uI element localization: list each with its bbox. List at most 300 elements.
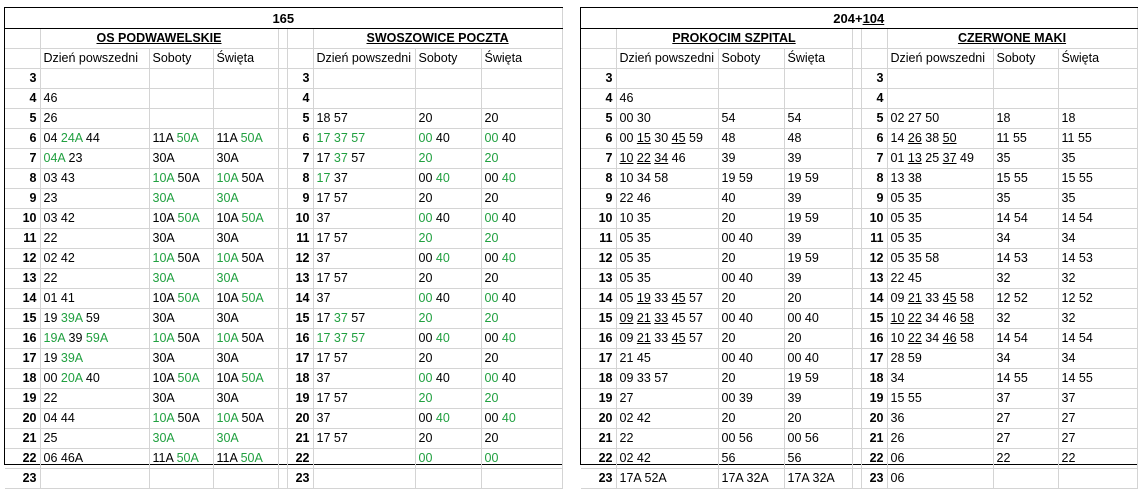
hour-cell: 21: [5, 429, 40, 449]
departures-cell: 30A: [149, 389, 213, 409]
departures-cell: 10 35: [616, 209, 718, 229]
blank-cell: [581, 29, 616, 49]
departures-cell: 18: [1058, 109, 1137, 129]
departures-cell: [481, 229, 562, 249]
blank-cell: [581, 49, 616, 69]
green-departure: 50A: [241, 291, 264, 305]
departures-cell: 32: [993, 309, 1058, 329]
column-header: Święta: [1058, 49, 1137, 69]
hour-cell: 6: [5, 129, 40, 149]
departures-cell: [1058, 469, 1137, 489]
departures-cell: 10A 50A: [213, 289, 278, 309]
hour-cell: 11: [861, 229, 887, 249]
departures-cell: 14 54: [993, 209, 1058, 229]
gap-cell: [852, 429, 861, 449]
green-departure: 00: [484, 371, 499, 385]
table-row: [581, 449, 1137, 469]
departures-cell: 01 41: [40, 289, 149, 309]
departures-cell: [415, 229, 481, 249]
blank-cell: [5, 49, 40, 69]
departures-cell: 27: [1058, 429, 1137, 449]
underlined-departure: 13: [907, 151, 922, 165]
hour-cell: 21: [861, 429, 887, 449]
table-row: [5, 349, 562, 369]
gap-cell: [852, 229, 861, 249]
departures-cell: 37: [313, 289, 415, 309]
hour-cell: 18: [861, 369, 887, 389]
departures-cell: 37: [993, 389, 1058, 409]
stop-name: [313, 29, 562, 49]
departures-cell: 20: [481, 109, 562, 129]
green-departure: 20: [418, 151, 433, 165]
green-departure: 40: [501, 331, 516, 345]
column-header: Soboty: [149, 49, 213, 69]
departures-cell: 14 53: [993, 249, 1058, 269]
departures-cell: [213, 469, 278, 489]
green-departure: 57: [351, 331, 366, 345]
blank-cell: [287, 49, 313, 69]
stop-name-text: SWOSZOWICE POCZTA: [366, 31, 509, 45]
hour-cell: 20: [581, 409, 616, 429]
departures-cell: 12 52: [1058, 289, 1137, 309]
departures-cell: 20: [784, 409, 852, 429]
departures-cell: [415, 89, 481, 109]
gap-cell: [852, 129, 861, 149]
gap-cell: [278, 249, 287, 269]
departures-cell: 34: [993, 349, 1058, 369]
departures-cell: 00 30: [616, 109, 718, 129]
departures-cell: 37: [313, 409, 415, 429]
green-departure: 30A: [152, 191, 175, 205]
departures-cell: 11A 50A: [213, 449, 278, 469]
table-row: [581, 289, 1137, 309]
departures-cell: 19 59: [784, 169, 852, 189]
departures-cell: 17 57: [313, 349, 415, 369]
departures-cell: 17A 32A: [784, 469, 852, 489]
underlined-departure: 45: [671, 331, 686, 345]
underlined-departure: 21: [907, 291, 922, 305]
departures-cell: 30A: [149, 349, 213, 369]
departures-cell: 39: [784, 189, 852, 209]
departures-cell: 06: [887, 449, 993, 469]
departures-cell: [784, 89, 852, 109]
hour-cell: 16: [581, 329, 616, 349]
green-departure: 04A: [43, 151, 66, 165]
hour-cell: 16: [861, 329, 887, 349]
gap-cell: [852, 29, 861, 49]
table-row: [581, 469, 1137, 489]
underlined-departure: 19: [636, 291, 651, 305]
departures-cell: 15 55: [1058, 169, 1137, 189]
hour-cell: 9: [581, 189, 616, 209]
green-departure: 00: [418, 291, 433, 305]
departures-cell: 20: [718, 409, 784, 429]
table-row: [581, 269, 1137, 289]
gap-cell: [278, 209, 287, 229]
hour-cell: 14: [5, 289, 40, 309]
hour-cell: 7: [581, 149, 616, 169]
departures-cell: 15 55: [993, 169, 1058, 189]
green-departure: 50A: [177, 211, 200, 225]
hour-cell: 9: [287, 189, 313, 209]
hour-cell: 10: [5, 209, 40, 229]
underlined-departure: 22: [907, 331, 922, 345]
departures-cell: [149, 469, 213, 489]
column-header: Święta: [784, 49, 852, 69]
column-header: Soboty: [993, 49, 1058, 69]
column-header: Święta: [481, 49, 562, 69]
departures-cell: [1058, 69, 1137, 89]
blank-cell: [287, 29, 313, 49]
hour-cell: 17: [581, 349, 616, 369]
underlined-departure: 15: [636, 131, 651, 145]
hour-cell: 9: [5, 189, 40, 209]
departures-cell: 34: [993, 229, 1058, 249]
gap-cell: [278, 69, 287, 89]
gap-cell: [278, 409, 287, 429]
departures-cell: 20: [784, 329, 852, 349]
green-departure: 20: [484, 311, 499, 325]
hour-cell: 8: [581, 169, 616, 189]
departures-cell: 00 40: [718, 269, 784, 289]
departures-cell: 19 59: [784, 369, 852, 389]
underlined-departure: 10: [890, 311, 905, 325]
hour-cell: 6: [861, 129, 887, 149]
departures-cell: [415, 389, 481, 409]
table-row: [5, 329, 562, 349]
departures-cell: 13 38: [887, 169, 993, 189]
departures-cell: [149, 89, 213, 109]
departures-cell: 32: [993, 269, 1058, 289]
departures-cell: [213, 69, 278, 89]
table-row: [581, 389, 1137, 409]
hour-cell: 7: [5, 149, 40, 169]
departures-cell: [313, 69, 415, 89]
departures-cell: 05 35: [616, 269, 718, 289]
departures-cell: 39: [784, 389, 852, 409]
departures-cell: 56: [784, 449, 852, 469]
departures-cell: 11 55: [993, 129, 1058, 149]
underlined-departure: 45: [671, 291, 686, 305]
hour-cell: 9: [861, 189, 887, 209]
departures-cell: 20: [481, 269, 562, 289]
table-row: [581, 349, 1137, 369]
hour-cell: 15: [581, 309, 616, 329]
green-departure: 30A: [216, 431, 239, 445]
departures-cell: [887, 89, 993, 109]
green-departure: 20A: [60, 371, 83, 385]
departures-cell: 48: [718, 129, 784, 149]
green-departure: 40: [435, 251, 450, 265]
green-departure: 40: [501, 171, 516, 185]
gap-cell: [278, 269, 287, 289]
timetable-panel-204-104: [580, 7, 1138, 485]
column-header: Dzień powszedni: [887, 49, 993, 69]
table-row: [581, 89, 1137, 109]
departures-cell: 09 33 57: [616, 369, 718, 389]
departures-cell: 30A: [213, 149, 278, 169]
departures-cell: 10A 50A: [213, 249, 278, 269]
departures-cell: 46: [616, 89, 718, 109]
departures-cell: 10A 50A: [149, 249, 213, 269]
blank-cell: [861, 49, 887, 69]
gap-cell: [278, 429, 287, 449]
departures-cell: [1058, 89, 1137, 109]
departures-cell: 10A 50A: [213, 169, 278, 189]
table-row: [581, 109, 1137, 129]
hour-cell: 4: [287, 89, 313, 109]
hour-cell: 17: [861, 349, 887, 369]
departures-cell: 17 37: [313, 169, 415, 189]
underlined-departure: 10: [619, 151, 634, 165]
hour-cell: 13: [287, 269, 313, 289]
departures-cell: 40: [718, 189, 784, 209]
departures-cell: 35: [993, 149, 1058, 169]
hour-cell: 16: [5, 329, 40, 349]
departures-cell: 22: [1058, 449, 1137, 469]
departures-cell: [993, 89, 1058, 109]
departures-cell: [481, 449, 562, 469]
departures-cell: [481, 89, 562, 109]
departures-cell: 09 21 33 45 57: [616, 329, 718, 349]
departures-cell: 28 59: [887, 349, 993, 369]
gap-cell: [852, 389, 861, 409]
underlined-departure: 21: [636, 331, 651, 345]
departures-cell: 20: [481, 189, 562, 209]
departures-cell: 05 35: [887, 209, 993, 229]
departures-cell: 00 40: [415, 169, 481, 189]
table-row: [5, 309, 562, 329]
table-row: [5, 269, 562, 289]
green-departure: 00: [484, 291, 499, 305]
green-departure: 00: [418, 371, 433, 385]
departures-cell: 00 39: [718, 389, 784, 409]
departures-cell: [149, 269, 213, 289]
green-departure: 00: [484, 131, 499, 145]
departures-cell: 17 57: [313, 189, 415, 209]
departures-cell: 48: [784, 129, 852, 149]
departures-cell: 11A 50A: [213, 129, 278, 149]
gap-cell: [278, 289, 287, 309]
departures-cell: [313, 329, 415, 349]
hour-cell: 13: [581, 269, 616, 289]
gap-cell: [278, 29, 287, 49]
hour-cell: 4: [581, 89, 616, 109]
column-header: Soboty: [718, 49, 784, 69]
departures-cell: 00 40: [481, 249, 562, 269]
departures-cell: 10A 50A: [213, 209, 278, 229]
underlined-departure: 22: [907, 311, 922, 325]
hour-cell: 4: [5, 89, 40, 109]
departures-cell: 37: [313, 369, 415, 389]
hour-cell: 6: [581, 129, 616, 149]
departures-cell: 23: [40, 189, 149, 209]
green-departure: 37: [333, 331, 348, 345]
gap-cell: [852, 69, 861, 89]
green-departure: 59A: [85, 331, 109, 345]
green-departure: 19A: [43, 331, 66, 345]
departures-cell: 26: [887, 429, 993, 449]
departures-cell: [415, 69, 481, 89]
departures-cell: 35: [1058, 149, 1137, 169]
departures-cell: 00 40: [415, 209, 481, 229]
departures-cell: 04 44: [40, 409, 149, 429]
hour-cell: 10: [861, 209, 887, 229]
hour-cell: 18: [581, 369, 616, 389]
departures-cell: 22: [616, 429, 718, 449]
green-departure: 30A: [152, 431, 175, 445]
table-row: [581, 69, 1137, 89]
departures-cell: 20: [718, 329, 784, 349]
departures-cell: 10A 50A: [149, 409, 213, 429]
green-departure: 20: [484, 391, 499, 405]
table-row: [5, 69, 562, 89]
green-departure: 00: [418, 451, 433, 465]
green-departure: 20: [484, 231, 499, 245]
hour-cell: 12: [5, 249, 40, 269]
hour-cell: 18: [5, 369, 40, 389]
gap-cell: [852, 349, 861, 369]
underlined-departure: 21: [636, 311, 651, 325]
table-row: [581, 309, 1137, 329]
hour-cell: 5: [5, 109, 40, 129]
green-departure: 10A: [152, 411, 175, 425]
hour-cell: 8: [861, 169, 887, 189]
hour-cell: 11: [287, 229, 313, 249]
gap-cell: [852, 409, 861, 429]
departures-cell: 17 57: [313, 229, 415, 249]
gap-cell: [278, 49, 287, 69]
departures-cell: [213, 269, 278, 289]
column-header: Dzień powszedni: [40, 49, 149, 69]
departures-cell: 17 57: [313, 429, 415, 449]
departures-cell: 02 42: [616, 449, 718, 469]
underlined-departure: 50: [942, 131, 957, 145]
table-row: [581, 169, 1137, 189]
green-departure: 50A: [240, 131, 263, 145]
table-row: [5, 369, 562, 389]
hour-cell: 3: [287, 69, 313, 89]
green-departure: 40: [435, 411, 450, 425]
gap-cell: [278, 169, 287, 189]
hour-cell: 22: [5, 449, 40, 469]
departures-cell: 05 35: [887, 229, 993, 249]
green-departure: 57: [351, 131, 366, 145]
hour-cell: 23: [5, 469, 40, 489]
departures-cell: 14 53: [1058, 249, 1137, 269]
departures-cell: 00 40: [415, 409, 481, 429]
departures-cell: 00 40: [481, 129, 562, 149]
departures-cell: [213, 89, 278, 109]
departures-cell: 00 40: [415, 129, 481, 149]
departures-cell: [149, 429, 213, 449]
green-departure: 40: [501, 251, 516, 265]
underlined-departure: 58: [960, 311, 974, 325]
column-header: Święta: [213, 49, 278, 69]
departures-cell: 30A: [149, 229, 213, 249]
hour-cell: 11: [5, 229, 40, 249]
timetable-panel-165: [4, 7, 563, 485]
departures-cell: 10 22 34 46 58: [887, 329, 993, 349]
hour-cell: 13: [861, 269, 887, 289]
gap-cell: [278, 349, 287, 369]
table-row: [5, 389, 562, 409]
departures-cell: [313, 449, 415, 469]
hour-cell: 11: [581, 229, 616, 249]
stop-name: [40, 29, 278, 49]
hour-cell: 14: [581, 289, 616, 309]
gap-cell: [852, 89, 861, 109]
hour-cell: 13: [5, 269, 40, 289]
green-departure: 17: [316, 171, 331, 185]
green-departure: 17: [316, 331, 331, 345]
hour-cell: 19: [581, 389, 616, 409]
gap-cell: [278, 189, 287, 209]
departures-cell: [993, 69, 1058, 89]
hour-cell: 5: [861, 109, 887, 129]
departures-cell: 10A 50A: [213, 409, 278, 429]
green-departure: 50A: [177, 371, 200, 385]
departures-cell: [149, 109, 213, 129]
green-departure: 10A: [152, 171, 175, 185]
departures-cell: 20: [415, 109, 481, 129]
departures-cell: 27: [1058, 409, 1137, 429]
departures-cell: [481, 389, 562, 409]
green-departure: 10A: [152, 251, 175, 265]
departures-cell: 00 40: [481, 209, 562, 229]
hour-cell: 15: [287, 309, 313, 329]
underlined-departure: 34: [654, 151, 669, 165]
table-row: [581, 369, 1137, 389]
hour-cell: 8: [5, 169, 40, 189]
green-departure: 00: [418, 211, 433, 225]
line-title-part-underlined: 104: [862, 10, 885, 26]
departures-cell: [313, 469, 415, 489]
departures-cell: [481, 309, 562, 329]
hour-cell: 22: [287, 449, 313, 469]
gap-cell: [278, 229, 287, 249]
departures-cell: 05 35: [887, 189, 993, 209]
gap-cell: [852, 249, 861, 269]
departures-cell: 17A 32A: [718, 469, 784, 489]
departures-cell: 14 54: [993, 329, 1058, 349]
green-departure: 10A: [216, 251, 239, 265]
hour-cell: 12: [581, 249, 616, 269]
departures-cell: 30A: [149, 149, 213, 169]
hour-cell: 22: [581, 449, 616, 469]
departures-cell: [213, 189, 278, 209]
departures-cell: [718, 89, 784, 109]
gap-cell: [278, 129, 287, 149]
green-departure: 10A: [216, 411, 239, 425]
green-departure: 39A: [60, 351, 84, 365]
green-departure: 40: [435, 171, 450, 185]
green-departure: 10A: [216, 171, 239, 185]
departures-cell: 05 35 58: [887, 249, 993, 269]
departures-cell: 19 59: [718, 169, 784, 189]
departures-cell: 15 55: [887, 389, 993, 409]
departures-cell: 11A 50A: [149, 129, 213, 149]
departures-cell: 19 39A 59: [40, 309, 149, 329]
underlined-departure: 22: [636, 151, 651, 165]
departures-cell: [415, 149, 481, 169]
departures-cell: 27: [616, 389, 718, 409]
departures-cell: 20: [718, 369, 784, 389]
hour-cell: 17: [287, 349, 313, 369]
departures-cell: 18 57: [313, 109, 415, 129]
green-departure: 37: [333, 131, 348, 145]
departures-cell: 21 45: [616, 349, 718, 369]
